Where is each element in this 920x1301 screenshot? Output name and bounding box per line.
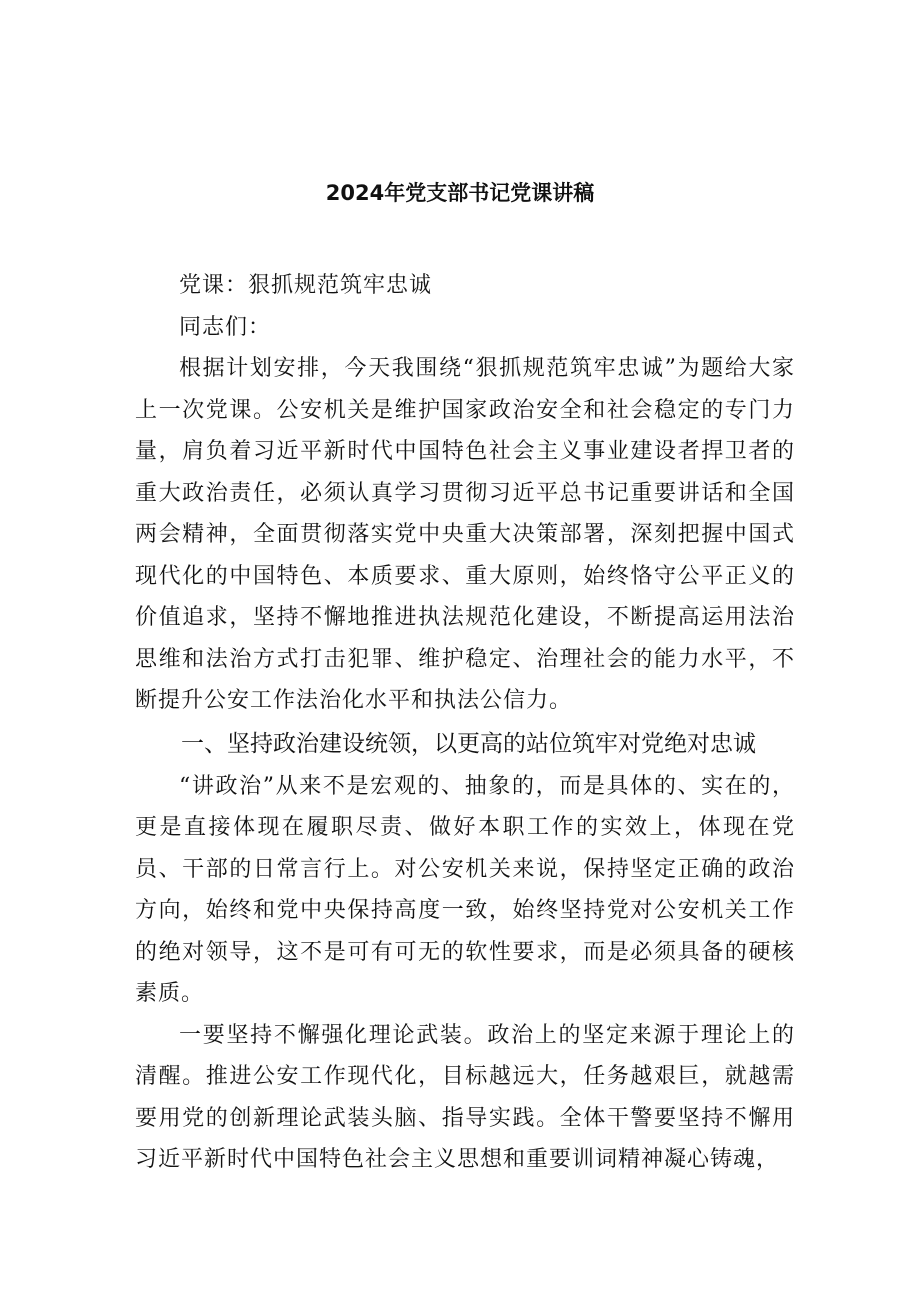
section-1-heading: 一、坚持政治建设统领，以更高的站位筑牢对党绝对忠诚 (181, 730, 756, 757)
subtitle-line: 党课：狠抓规范筑牢忠诚 (179, 273, 433, 298)
intro-paragraph: 根据计划安排，今天我围绕“狠抓规范筑牢忠诚”为题给大家上一次党课。公安机关是维护国家政治安全和社会稳定的专门力量，肩负着习近平新时代中国特色社会主义事业建设者捍卫者的重大政治责任，必须认真学习贯彻习近平总书记重要讲话和全国两会精神，全面贯彻落实党中央重大决策部署，深刻把握中国式现代化的中国特色、本质要求、重大原则，始终恪守公平正义的价值追求，坚持不懈地推进执法规范化建设，不断提高运用法治思维和法治方式打击犯罪、维护稳定、治理社会的能力水平，不断提升公安工作法治化水平和执法公信力。 (135, 356, 795, 713)
salutation-line: 同志们： (179, 314, 272, 340)
section-1-paragraph-1: “讲政治”从来不是宏观的、抽象的，而是具体的、实在的，更是直接体现在履职尽责、做好本职工作的实效上，体现在党员、干部的日常言行上。对公安机关来说，保持坚定正确的政治方向，始终和党中央保持高度一致，始终坚持党对公安机关工作的绝对领导，这不是可有可无的软性要求，而是必须具备的硬核素质。 (135, 773, 795, 1006)
section-1-paragraph-2: 一要坚持不懈强化理论武装。政治上的坚定来源于理论上的清醒。推进公安工作现代化，目标越远大，任务越艰巨，就越需要用党的创新理论武装头脑、指导实践。全体干警要坚持不懈用习近平新时代中国特色社会主义思想和重要训词精神凝心铸魂， (135, 1022, 795, 1172)
document-title: 2024年党支部书记党课讲稿 (325, 181, 595, 205)
document-body (135, 265, 795, 1181)
